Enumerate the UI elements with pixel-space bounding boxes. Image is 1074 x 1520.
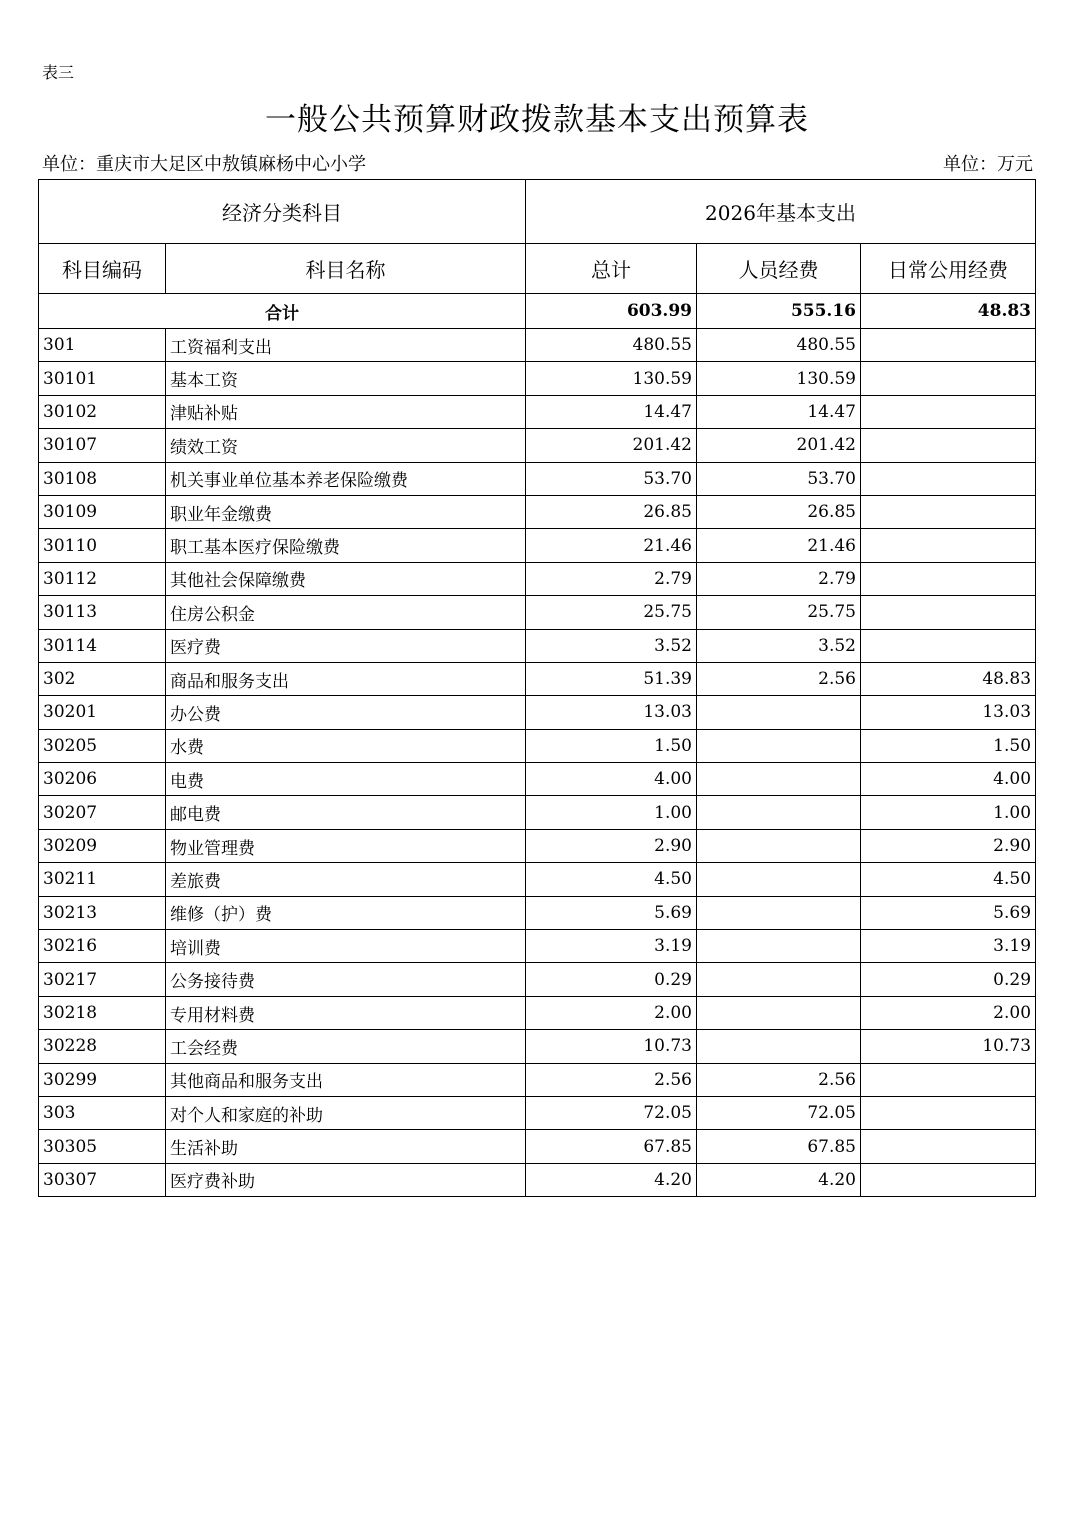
cell-code: 30216 (39, 930, 166, 963)
cell-code: 30207 (39, 796, 166, 829)
cell-code: 30201 (39, 696, 166, 729)
cell-name: 商品和服务支出 (166, 662, 526, 695)
cell-personnel: 14.47 (697, 395, 861, 428)
cell-public (861, 495, 1036, 528)
table-row (39, 763, 1036, 796)
cell-personnel: 53.70 (697, 462, 861, 495)
header-row-1 (39, 180, 1036, 244)
cell-name: 职工基本医疗保险缴费 (166, 529, 526, 562)
cell-personnel: 4.20 (697, 1163, 861, 1196)
header-row-2 (39, 244, 1036, 294)
cell-total: 2.90 (526, 829, 697, 862)
cell-public: 4.50 (861, 863, 1036, 896)
total-sum: 603.99 (526, 294, 697, 329)
cell-public (861, 529, 1036, 562)
cell-personnel: 480.55 (697, 329, 861, 362)
cell-total: 4.00 (526, 763, 697, 796)
table-row (39, 863, 1036, 896)
cell-code: 30213 (39, 896, 166, 929)
cell-public (861, 329, 1036, 362)
cell-personnel (697, 930, 861, 963)
table-row (39, 562, 1036, 595)
cell-personnel (697, 729, 861, 762)
table-row (39, 696, 1036, 729)
cell-name: 对个人和家庭的补助 (166, 1096, 526, 1129)
cell-public: 1.00 (861, 796, 1036, 829)
cell-name: 工资福利支出 (166, 329, 526, 362)
cell-total: 2.79 (526, 562, 697, 595)
cell-public: 3.19 (861, 930, 1036, 963)
cell-name: 住房公积金 (166, 596, 526, 629)
cell-total: 26.85 (526, 495, 697, 528)
header-basic-expense: 2026年基本支出 (526, 180, 1036, 244)
cell-personnel: 3.52 (697, 629, 861, 662)
cell-total: 3.19 (526, 930, 697, 963)
cell-personnel: 25.75 (697, 596, 861, 629)
cell-personnel: 21.46 (697, 529, 861, 562)
cell-public: 48.83 (861, 662, 1036, 695)
cell-code: 30228 (39, 1030, 166, 1063)
cell-public (861, 629, 1036, 662)
cell-total: 53.70 (526, 462, 697, 495)
cell-personnel: 72.05 (697, 1096, 861, 1129)
cell-code: 30218 (39, 996, 166, 1029)
header-public: 日常公用经费 (861, 244, 1036, 294)
cell-name: 电费 (166, 763, 526, 796)
cell-total: 67.85 (526, 1130, 697, 1163)
cell-total: 201.42 (526, 429, 697, 462)
page-title: 一般公共预算财政拨款基本支出预算表 (265, 102, 809, 138)
cell-personnel: 26.85 (697, 495, 861, 528)
table-row (39, 1063, 1036, 1096)
cell-code: 30101 (39, 362, 166, 395)
cell-total: 10.73 (526, 1030, 697, 1063)
cell-name: 绩效工资 (166, 429, 526, 462)
total-row (39, 294, 1036, 329)
cell-name: 医疗费 (166, 629, 526, 662)
table-row (39, 829, 1036, 862)
cell-code: 30108 (39, 462, 166, 495)
table-row (39, 896, 1036, 929)
cell-public: 10.73 (861, 1030, 1036, 1063)
cell-code: 301 (39, 329, 166, 362)
cell-code: 30305 (39, 1130, 166, 1163)
cell-name: 医疗费补助 (166, 1163, 526, 1196)
cell-total: 13.03 (526, 696, 697, 729)
cell-personnel: 2.79 (697, 562, 861, 595)
table-row (39, 362, 1036, 395)
cell-code: 30209 (39, 829, 166, 862)
cell-name: 维修（护）费 (166, 896, 526, 929)
table-row (39, 529, 1036, 562)
cell-code: 30299 (39, 1063, 166, 1096)
cell-name: 其他商品和服务支出 (166, 1063, 526, 1096)
cell-public (861, 1163, 1036, 1196)
cell-name: 邮电费 (166, 796, 526, 829)
cell-public (861, 462, 1036, 495)
table-row (39, 495, 1036, 528)
unit-organization: 单位：重庆市大足区中敖镇麻杨中心小学 (42, 154, 366, 175)
cell-personnel (697, 896, 861, 929)
cell-total: 21.46 (526, 529, 697, 562)
unit-currency: 单位：万元 (943, 154, 1033, 175)
cell-public (861, 596, 1036, 629)
table-row (39, 395, 1036, 428)
header-code: 科目编码 (39, 244, 166, 294)
cell-public (861, 1130, 1036, 1163)
cell-total: 4.20 (526, 1163, 697, 1196)
cell-personnel (697, 796, 861, 829)
cell-total: 72.05 (526, 1096, 697, 1129)
cell-name: 差旅费 (166, 863, 526, 896)
cell-code: 30110 (39, 529, 166, 562)
cell-code: 302 (39, 662, 166, 695)
cell-code: 30307 (39, 1163, 166, 1196)
cell-name: 物业管理费 (166, 829, 526, 862)
cell-public: 4.00 (861, 763, 1036, 796)
table-row (39, 996, 1036, 1029)
cell-code: 30109 (39, 495, 166, 528)
cell-name: 水费 (166, 729, 526, 762)
cell-personnel (697, 1030, 861, 1063)
cell-total: 51.39 (526, 662, 697, 695)
cell-name: 机关事业单位基本养老保险缴费 (166, 462, 526, 495)
cell-code: 30114 (39, 629, 166, 662)
cell-personnel: 201.42 (697, 429, 861, 462)
cell-name: 办公费 (166, 696, 526, 729)
cell-personnel (697, 963, 861, 996)
cell-personnel (697, 863, 861, 896)
cell-total: 2.00 (526, 996, 697, 1029)
cell-total: 1.00 (526, 796, 697, 829)
cell-personnel: 67.85 (697, 1130, 861, 1163)
cell-public: 2.00 (861, 996, 1036, 1029)
header-total: 总计 (526, 244, 697, 294)
table-row (39, 930, 1036, 963)
table-row (39, 796, 1036, 829)
cell-personnel (697, 763, 861, 796)
cell-public (861, 429, 1036, 462)
cell-code: 30211 (39, 863, 166, 896)
cell-total: 480.55 (526, 329, 697, 362)
cell-total: 25.75 (526, 596, 697, 629)
cell-total: 4.50 (526, 863, 697, 896)
table-row (39, 596, 1036, 629)
table-row (39, 662, 1036, 695)
cell-code: 30217 (39, 963, 166, 996)
cell-total: 130.59 (526, 362, 697, 395)
cell-personnel (697, 696, 861, 729)
table-row (39, 1096, 1036, 1129)
cell-personnel (697, 829, 861, 862)
cell-public (861, 1063, 1036, 1096)
cell-total: 3.52 (526, 629, 697, 662)
cell-code: 30107 (39, 429, 166, 462)
table-row (39, 1030, 1036, 1063)
total-personnel: 555.16 (697, 294, 861, 329)
table-row (39, 1130, 1036, 1163)
total-public: 48.83 (861, 294, 1036, 329)
cell-public (861, 395, 1036, 428)
table-row (39, 462, 1036, 495)
cell-code: 30112 (39, 562, 166, 595)
cell-name: 其他社会保障缴费 (166, 562, 526, 595)
budget-table (38, 179, 1036, 1197)
cell-public (861, 1096, 1036, 1129)
table-row (39, 429, 1036, 462)
cell-name: 公务接待费 (166, 963, 526, 996)
table-number: 表三 (42, 63, 75, 82)
header-name: 科目名称 (166, 244, 526, 294)
cell-total: 1.50 (526, 729, 697, 762)
cell-public (861, 362, 1036, 395)
table-row (39, 729, 1036, 762)
cell-public: 13.03 (861, 696, 1036, 729)
total-label: 合计 (39, 294, 526, 329)
cell-personnel (697, 996, 861, 1029)
table-row (39, 629, 1036, 662)
cell-total: 2.56 (526, 1063, 697, 1096)
cell-personnel: 2.56 (697, 662, 861, 695)
cell-name: 培训费 (166, 930, 526, 963)
cell-public: 1.50 (861, 729, 1036, 762)
cell-public (861, 562, 1036, 595)
cell-total: 14.47 (526, 395, 697, 428)
cell-name: 工会经费 (166, 1030, 526, 1063)
cell-public: 0.29 (861, 963, 1036, 996)
cell-name: 职业年金缴费 (166, 495, 526, 528)
cell-public: 5.69 (861, 896, 1036, 929)
table-row (39, 963, 1036, 996)
table-row (39, 1163, 1036, 1196)
cell-name: 基本工资 (166, 362, 526, 395)
cell-code: 30113 (39, 596, 166, 629)
cell-personnel: 2.56 (697, 1063, 861, 1096)
cell-personnel: 130.59 (697, 362, 861, 395)
cell-total: 5.69 (526, 896, 697, 929)
cell-code: 303 (39, 1096, 166, 1129)
cell-name: 专用材料费 (166, 996, 526, 1029)
cell-total: 0.29 (526, 963, 697, 996)
cell-code: 30206 (39, 763, 166, 796)
cell-public: 2.90 (861, 829, 1036, 862)
table-row (39, 329, 1036, 362)
header-personnel: 人员经费 (697, 244, 861, 294)
cell-name: 生活补助 (166, 1130, 526, 1163)
cell-code: 30205 (39, 729, 166, 762)
header-econ-category: 经济分类科目 (39, 180, 526, 244)
cell-name: 津贴补贴 (166, 395, 526, 428)
cell-code: 30102 (39, 395, 166, 428)
